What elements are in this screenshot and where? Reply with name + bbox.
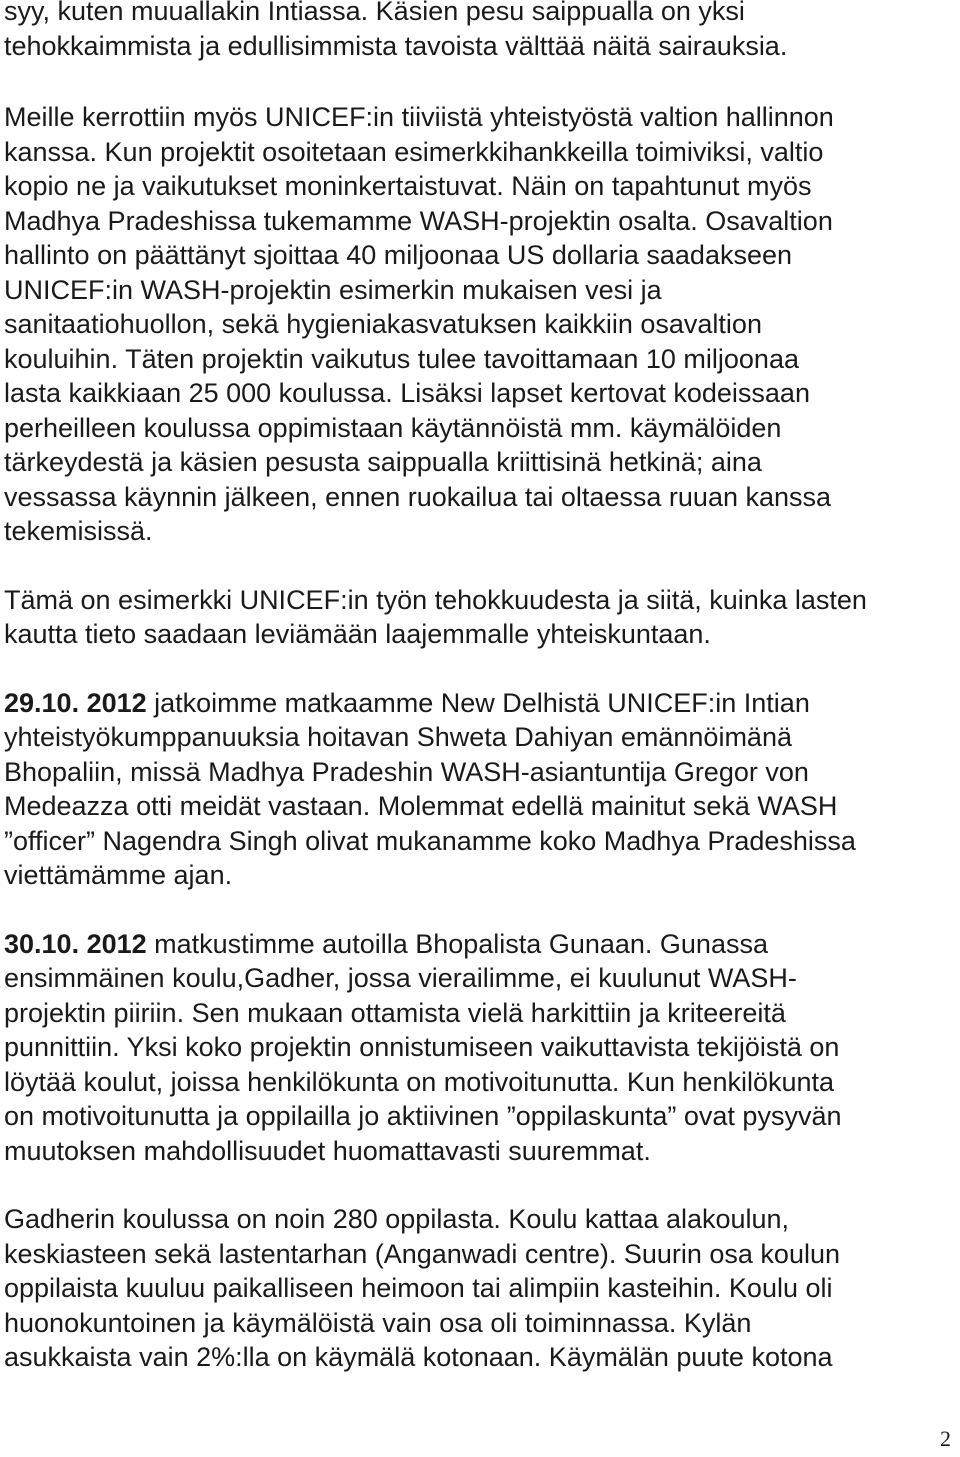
entry-text-29-10: jatkoimme matkaamme New Delhistä UNICEF:in Intian yhteistyökumppanuuksia hoitavan Shweta Dahiyan emännöimänä Bhopaliin, missä Madhya Pradeshin WASH-asiantuntija Gregor von Medeazza otti meidät vastaan. Molemmat edellä mainitut sekä WASH ”officer” Nagendra Singh olivat mukanamme koko Madhya Pradeshissa viettämämme ajan. [4,687,856,890]
page-number: 2 [940,1426,951,1451]
paragraph-unicef-example: Tämä on esimerkki UNICEF:in työn tehokkuudesta ja siitä, kuinka lasten kautta tieto saadaan leviämään laajemmalle yhteiskuntaan. [4,584,867,649]
entry-date-29-10: 29.10. 2012 [4,687,147,718]
paragraph-entry-30-10 [4,927,960,1169]
paragraph-hand-washing: syy, kuten muuallakin Intiassa. Käsien pesu saippualla on yksi tehokkaimmista ja edullisimmista tavoista välttää näitä sairauksia. [4,0,788,61]
paragraph-entry-29-10 [4,686,960,893]
document-body [4,0,960,1409]
paragraph-government-cooperation: Meille kerrottiin myös UNICEF:in tiiviistä yhteistyöstä valtion hallinnon kanssa. Kun projektit osoitetaan esimerkkihankkeilla toimiviksi, valtio kopio ne ja vaikutukset moninkertaistuvat. Näin on tapahtunut myös Madhya Pradeshissa tukemamme WASH-projektin osalta. Osavaltion hallinto on päättänyt sjoittaa 40 miljoonaa US dollaria saadakseen UNICEF:in WASH-projektin esimerkin mukaisen vesi ja sanitaatiohuollon, sekä hygieniakasvatuksen kaikkiin osavaltion kouluihin. Täten projektin vaikutus tulee tavoittamaan 10 miljoonaa lasta kaikkiaan 25 000 koulussa. Lisäksi lapset kertovat kodeissaan perheilleen koulussa oppimistaan käytännöistä mm. käymälöiden tärkeydestä ja käsien pesusta saippualla kriittisinä hetkinä; aina vessassa käynnin jälkeen, ennen ruokailua tai oltaessa ruuan kanssa tekemisissä. [4,102,834,546]
paragraph-gadher-school: Gadherin koulussa on noin 280 oppilasta. Koulu kattaa alakoulun, keskiasteen sekä lastentarhan (Anganwadi centre). Suurin osa koulun oppilaista kuuluu paikalliseen heimoon tai alimpiin kasteihin. Koulu oli huonokuntoinen ja käymälöistä vain osa oli toiminnassa. Kylän asukkaista vain 2%:lla on käymälä kotonaan. Käymälän puute kotona [4,1204,840,1372]
entry-date-30-10: 30.10. 2012 [4,928,147,959]
entry-text-30-10: matkustimme autoilla Bhopalista Gunaan. Gunassa ensimmäinen koulu,Gadher, jossa vierailimme, ei kuulunut WASH- projektin piiriin. Sen mukaan ottamista vielä harkittiin ja kriteereitä punnittiin. Yksi koko projektin onnistumiseen vaikuttavista tekijöistä on löytää koulut, joissa henkilökunta on motivoitunutta. Kun henkilökunta on motivoitunutta ja oppilailla jo aktiivinen ”oppilaskunta” ovat pysyvän muutoksen mahdollisuudet huomattavasti suuremmat. [4,928,842,1166]
